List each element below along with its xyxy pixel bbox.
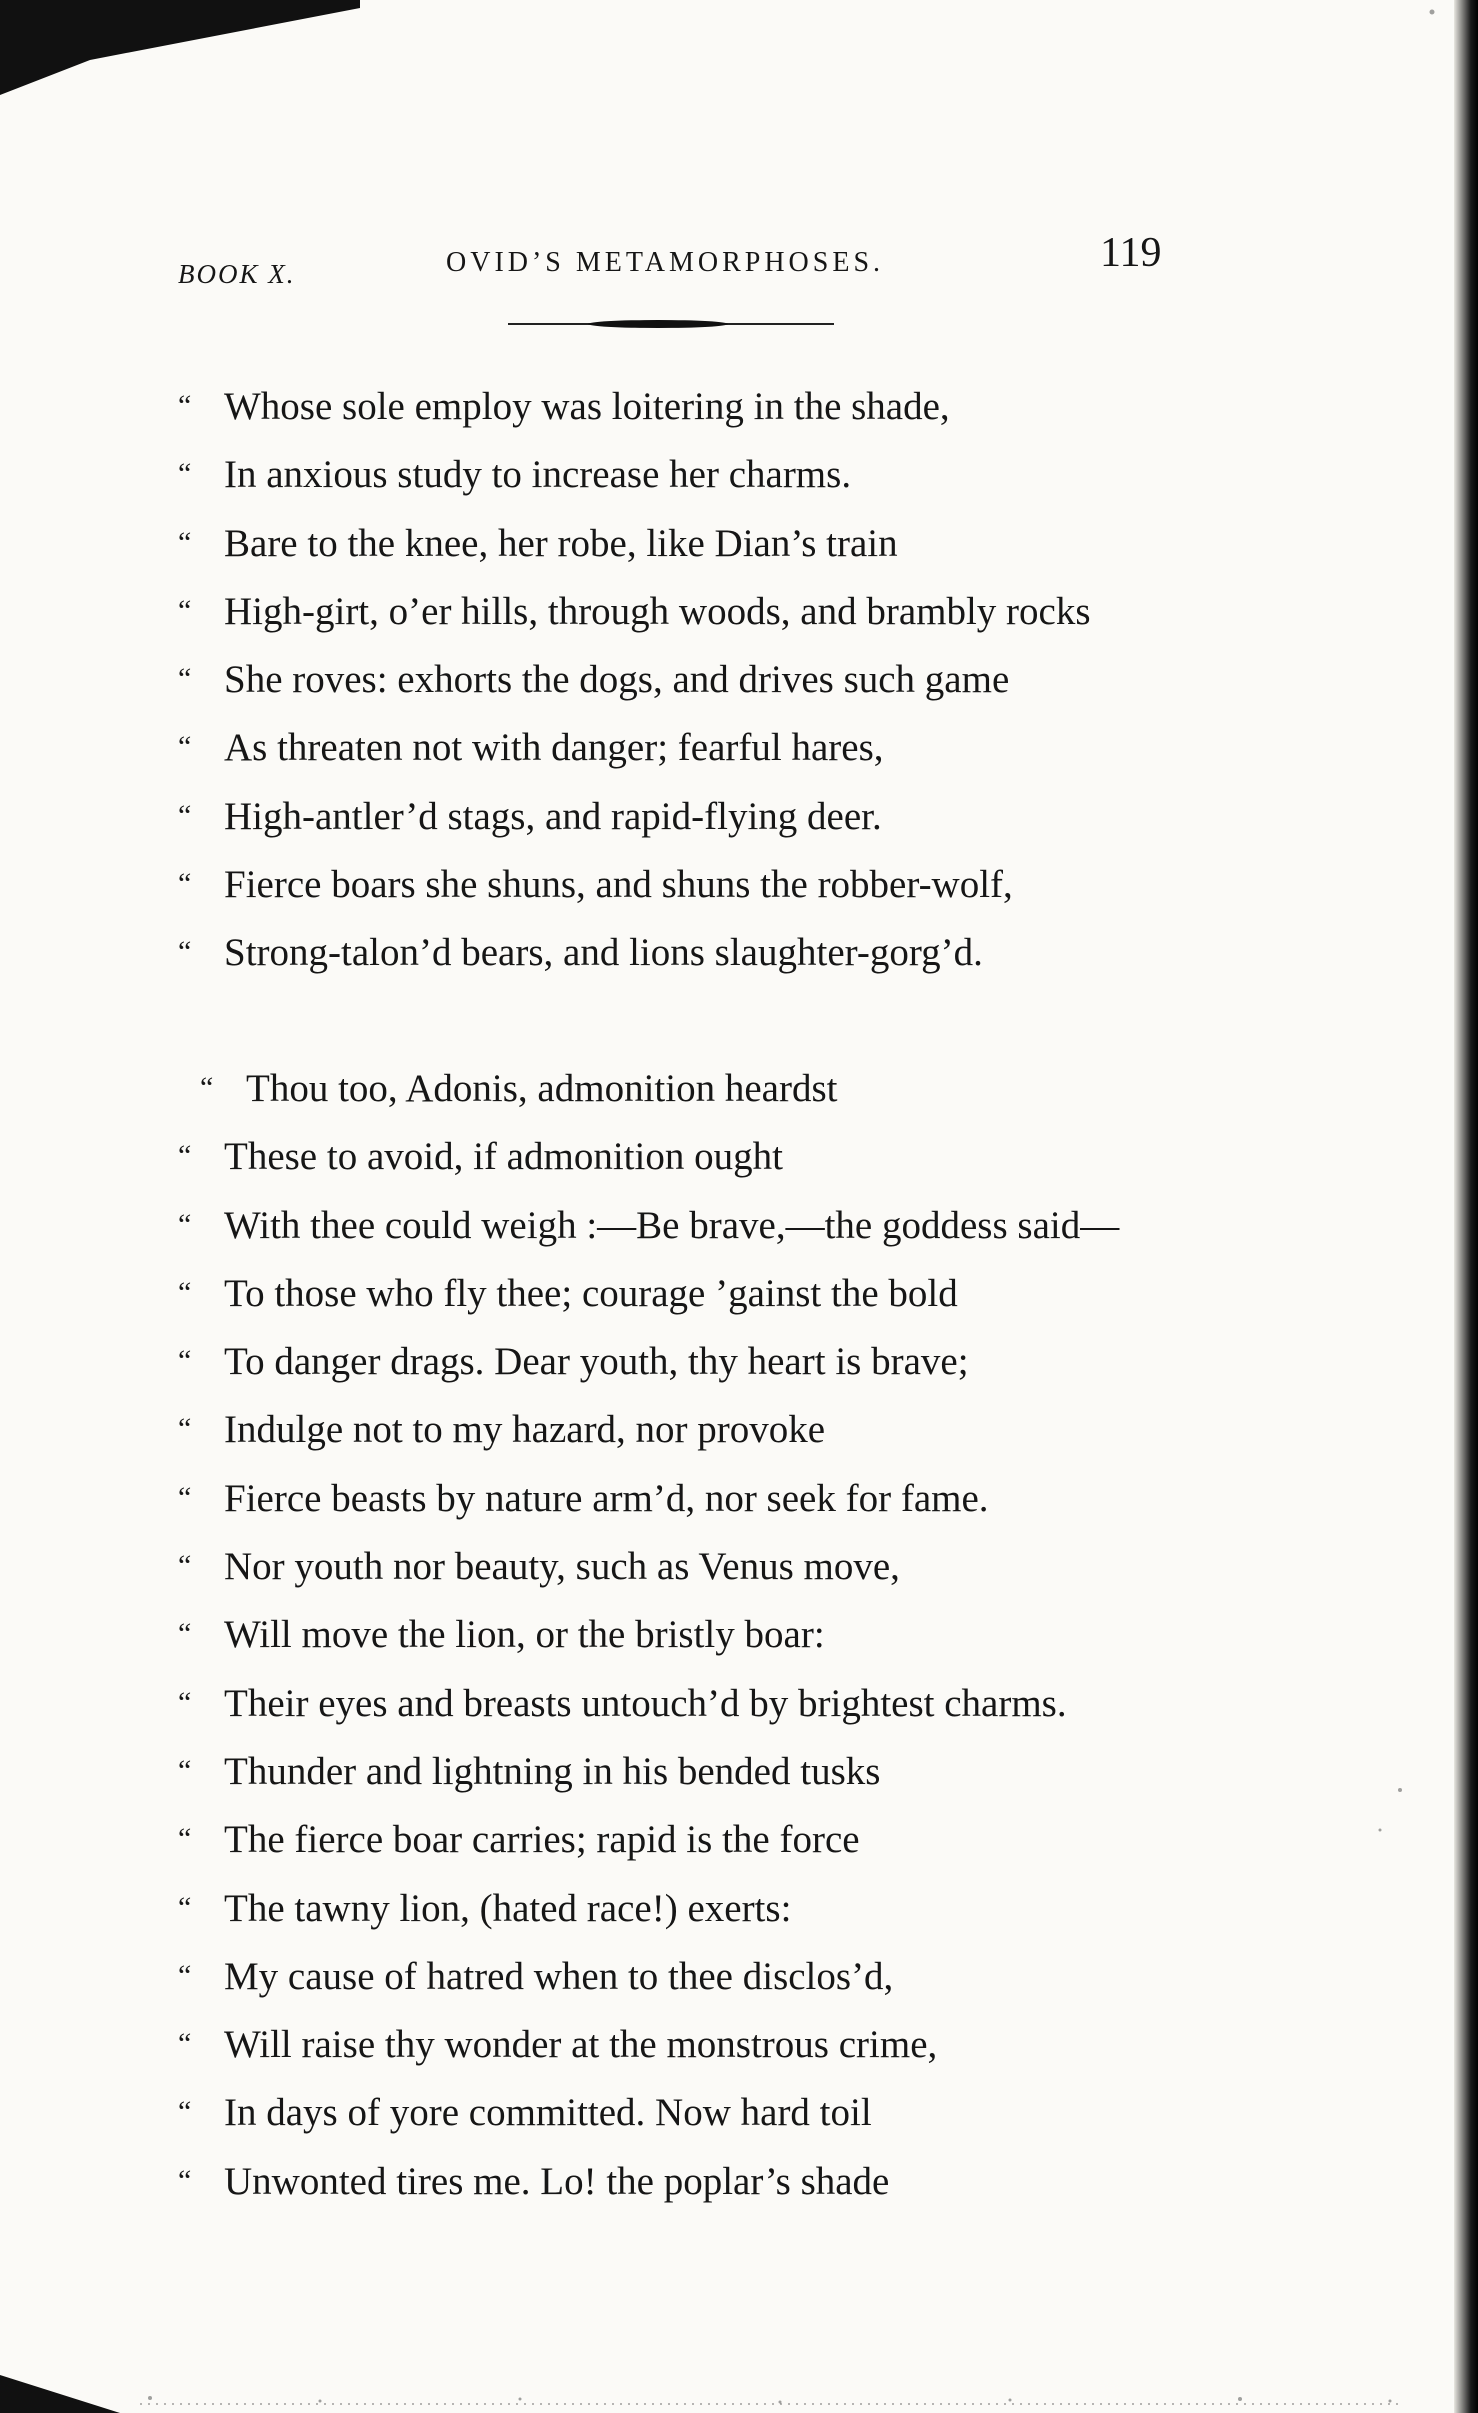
quote-mark: “ bbox=[200, 1071, 214, 1104]
verse-line bbox=[178, 1259, 1258, 1327]
quote-mark: “ bbox=[178, 662, 192, 696]
quote-mark: “ bbox=[178, 1412, 192, 1446]
quote-mark: “ bbox=[178, 1207, 192, 1241]
verse-line bbox=[178, 713, 1258, 781]
page-bottom-shadow bbox=[0, 2373, 120, 2413]
verse-line bbox=[178, 918, 1258, 986]
verse-text: To danger drags. Dear youth, thy heart is brave; bbox=[224, 1340, 969, 1384]
quote-mark: “ bbox=[178, 1480, 192, 1514]
verse-text: In anxious study to increase her charms. bbox=[224, 453, 852, 497]
quote-mark: “ bbox=[178, 1685, 192, 1719]
verse-text: In days of yore committed. Now hard toil bbox=[224, 2091, 872, 2135]
verse-line bbox=[178, 577, 1258, 645]
verse-line bbox=[178, 850, 1258, 918]
verse-text: She roves: exhorts the dogs, and drives such game bbox=[224, 658, 1010, 702]
verse-line bbox=[178, 1532, 1258, 1600]
verse-text: Strong-talon’d bears, and lions slaughter-gorg’d. bbox=[224, 931, 983, 975]
verse-text: Thou too, Adonis, admonition heardst bbox=[246, 1067, 838, 1110]
quote-mark: “ bbox=[178, 1275, 192, 1309]
verse-line bbox=[178, 2147, 1258, 2215]
verse-line bbox=[178, 509, 1258, 577]
quote-mark: “ bbox=[178, 593, 192, 627]
verse-text: Whose sole employ was loitering in the shade, bbox=[224, 385, 950, 428]
verse-text: As threaten not with danger; fearful hares, bbox=[224, 726, 884, 770]
verse-line bbox=[178, 1737, 1258, 1805]
verse-text: High-girt, o’er hills, through woods, and brambly rocks bbox=[224, 589, 1091, 633]
quote-mark: “ bbox=[178, 1753, 192, 1787]
verse-line bbox=[178, 2010, 1258, 2078]
quote-mark: “ bbox=[178, 1617, 192, 1651]
verse-text: The tawny lion, (hated race!) exerts: bbox=[224, 1886, 792, 1930]
verse-line bbox=[178, 440, 1258, 508]
header-rule bbox=[508, 318, 834, 330]
quote-mark: “ bbox=[178, 2027, 192, 2061]
verse-text: Their eyes and breasts untouch’d by brightest charms. bbox=[224, 1681, 1067, 1725]
verse-text: Will move the lion, or the bristly boar: bbox=[224, 1613, 825, 1657]
quote-mark: “ bbox=[178, 798, 192, 832]
quote-mark: “ bbox=[178, 525, 192, 559]
quote-mark: “ bbox=[178, 1822, 192, 1856]
verse-line bbox=[178, 1600, 1258, 1668]
verse-line bbox=[178, 1395, 1258, 1463]
verse-line bbox=[178, 1327, 1258, 1395]
quote-mark: “ bbox=[178, 730, 192, 764]
quote-mark: “ bbox=[178, 2095, 192, 2129]
header-title: OVID’S METAMORPHOSES. bbox=[446, 247, 885, 278]
stanza-1 bbox=[178, 372, 1258, 987]
verse-text: To those who fly thee; courage ’gainst the bold bbox=[224, 1271, 958, 1315]
quote-mark: “ bbox=[178, 1958, 192, 1992]
verse-text: The fierce boar carries; rapid is the force bbox=[224, 1818, 860, 1862]
header-book: BOOK X. bbox=[178, 259, 296, 289]
verse-text: Unwonted tires me. Lo! the poplar’s shade bbox=[224, 2159, 890, 2203]
quote-mark: “ bbox=[178, 1890, 192, 1924]
verse-text: Fierce boars she shuns, and shuns the robber-wolf, bbox=[224, 863, 1013, 907]
verse-line bbox=[178, 1191, 1258, 1259]
verse-line bbox=[178, 782, 1258, 850]
verse-line bbox=[178, 2078, 1258, 2146]
quote-mark: “ bbox=[178, 389, 192, 422]
verse-text: These to avoid, if admonition ought bbox=[224, 1135, 783, 1179]
verse-text: Nor youth nor beauty, such as Venus move, bbox=[224, 1545, 900, 1589]
quote-mark: “ bbox=[178, 2163, 192, 2197]
verse-text: My cause of hatred when to thee disclos’d, bbox=[224, 1954, 894, 1998]
verse-line bbox=[178, 1122, 1258, 1190]
verse-text: With thee could weigh :—Be brave,—the goddess said— bbox=[224, 1203, 1120, 1247]
verse-line bbox=[178, 1669, 1258, 1737]
page-corner-shadow bbox=[0, 0, 360, 110]
verse-text: Fierce beasts by nature arm’d, nor seek for fame. bbox=[224, 1476, 989, 1520]
verse-text: Indulge not to my hazard, nor provoke bbox=[224, 1408, 826, 1452]
stanza-2 bbox=[178, 1054, 1258, 2215]
verse-text: High-antler’d stags, and rapid-flying deer. bbox=[224, 794, 882, 838]
verse-line bbox=[178, 1805, 1258, 1873]
verse-text: Thunder and lightning in his bended tusks bbox=[224, 1749, 881, 1793]
quote-mark: “ bbox=[178, 1344, 192, 1378]
page-number: 119 bbox=[1100, 230, 1162, 276]
verse-text: Bare to the knee, her robe, like Dian’s train bbox=[224, 521, 898, 565]
quote-mark: “ bbox=[178, 1139, 192, 1173]
verse-line bbox=[178, 1942, 1258, 2010]
verse-line bbox=[178, 1874, 1258, 1942]
page-binding-edge bbox=[1454, 0, 1478, 2413]
quote-mark: “ bbox=[178, 935, 192, 969]
verse-text: Will raise thy wonder at the monstrous crime, bbox=[224, 2023, 938, 2067]
quote-mark: “ bbox=[178, 867, 192, 901]
verse-line bbox=[178, 1464, 1258, 1532]
verse-line bbox=[178, 645, 1258, 713]
verse-line bbox=[178, 372, 1258, 440]
quote-mark: “ bbox=[178, 457, 192, 491]
running-header bbox=[178, 225, 1178, 295]
verse-line bbox=[178, 1054, 1258, 1122]
quote-mark: “ bbox=[178, 1549, 192, 1583]
